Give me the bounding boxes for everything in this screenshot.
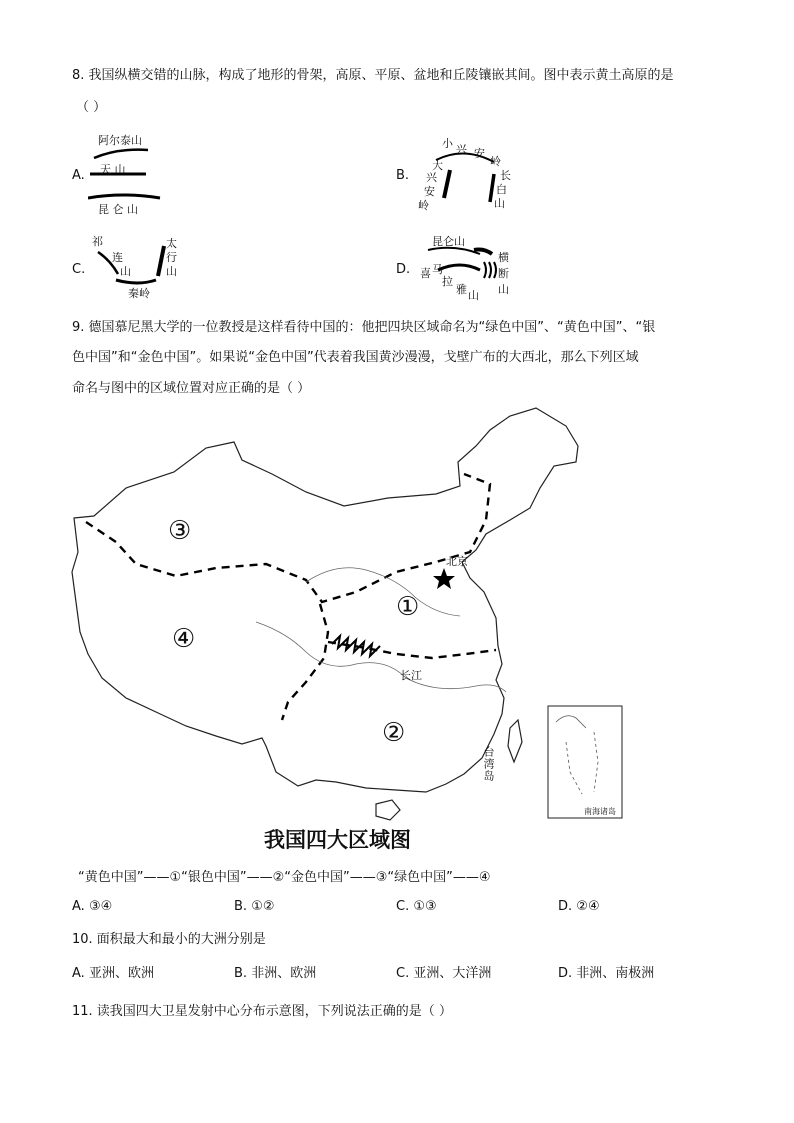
q10-option-a-letter: A. [72,966,85,981]
q9-option-a[interactable] [72,899,112,914]
region-2-label: ② [382,718,406,748]
q9-option-c[interactable] [396,899,437,914]
q9-option-b[interactable] [234,899,275,914]
taiwan-label: 台湾岛 [482,746,495,782]
label-qinling: 秦岭 [128,287,150,300]
region-4-label: ④ [172,624,196,654]
q8-option-b-letter[interactable]: B. [396,168,410,183]
q9-option-d-text: ②④ [576,899,600,914]
label-ling: 岭 [490,155,501,168]
q9-option-b-text: ①② [251,899,275,914]
region-1-label: ① [396,592,420,622]
q8-blank: （ ） [76,100,107,115]
label-bai: 白 [496,183,507,196]
q10-option-d-text: 非洲、南极洲 [576,966,655,981]
q9-option-d-letter: D. [558,899,573,914]
q10-option-b-text: 非洲、欧洲 [251,966,317,981]
q8-option-d-diagram[interactable] [414,232,524,304]
q9-option-c-text: ①③ [413,899,437,914]
china-regions-map [66,402,636,862]
label-d-kunlun: 昆仑山 [432,235,465,248]
q8-option-a-letter[interactable]: A. [72,168,85,183]
q11-stem: 11. 读我国四大卫星发射中心分布示意图，下列说法正确的是（ ） [72,1004,452,1019]
label-an: 安 [474,147,485,160]
label-xiao: 小 [442,137,453,150]
label-c-shan1: 山 [120,265,131,278]
label-hang: 行 [166,251,177,264]
label-altai: 阿尔泰山 [98,134,142,147]
label-da: 大 [432,159,443,172]
q9-stem-line3: 命名与图中的区域位置对应正确的是（ ） [72,381,311,396]
label-da-ling: 岭 [418,199,429,212]
q10-option-d-letter: D. [558,966,573,981]
q9-statement: “黄色中国”——①“银色中国”——②“金色中国”——③“绿色中国”——④ [78,870,491,885]
label-duan: 断 [498,267,509,280]
q9-option-a-text: ③④ [88,899,113,914]
map-title: 我国四大区域图 [264,828,411,852]
q10-option-c-text: 亚洲、大洋洲 [413,966,492,981]
q8-option-c-diagram[interactable] [88,234,188,304]
q10-option-a[interactable] [72,962,154,981]
label-b-shan: 山 [494,197,505,210]
q10-option-c-letter: C. [396,966,410,981]
q8-stem: 8. 我国纵横交错的山脉，构成了地形的骨架，高原、平原、盆地和丘陵镶嵌其间。图中表示黄土高原的是 [72,68,674,83]
q9-stem-line1: 9. 德国慕尼黑大学的一位教授是这样看待中国的：他把四块区域命名为“绿色中国”、“黄色中国”、“银 [72,320,656,335]
label-c-shan2: 山 [166,265,177,278]
label-tianshan: 天 山 [100,163,126,176]
label-d-shan: 山 [498,283,509,296]
label-lian: 连 [112,251,123,264]
q10-option-a-text: 亚洲、欧洲 [88,966,154,981]
q10-stem: 10. 面积最大和最小的大洲分别是 [72,932,266,947]
map-svg [66,402,636,862]
q10-option-b-letter: B. [234,966,248,981]
label-d-shan2: 山 [468,289,479,302]
q10-option-d[interactable] [558,962,654,981]
q10-option-c[interactable] [396,962,491,981]
label-da-xing: 兴 [426,171,437,184]
label-chang: 长 [500,169,511,182]
q9-stem-line2: 色中国”和“金色中国”。如果说“金色中国”代表着我国黄沙漫漫，戈壁广布的大西北，那么下列区域 [72,350,639,365]
changjiang-label: 长江 [400,669,422,682]
label-la: 拉 [442,275,453,288]
label-ma: 马 [432,263,443,276]
beijing-label: 北京 [446,555,468,568]
q9-option-d[interactable] [558,899,600,914]
label-heng: 横 [498,251,509,264]
q8-option-b-diagram[interactable] [414,134,524,216]
q8-option-d-letter[interactable]: D. [396,262,411,277]
label-tai: 太 [166,237,177,250]
q10-option-b[interactable] [234,962,316,981]
label-xi: 喜 [420,267,431,280]
q9-option-c-letter: C. [396,899,410,914]
label-kunlun: 昆 仑 山 [98,203,138,216]
q8-option-c-letter[interactable]: C. [72,262,86,277]
label-da-an: 安 [424,185,435,198]
label-qi: 祁 [92,235,103,248]
q9-option-b-letter: B. [234,899,248,914]
q9-option-a-letter: A. [72,899,85,914]
nanhai-label: 南海诸岛 [584,807,616,816]
label-ya: 雅 [456,283,467,296]
label-xing: 兴 [456,143,467,156]
q8-option-a-diagram[interactable] [88,132,178,218]
region-3-label: ③ [168,516,192,546]
